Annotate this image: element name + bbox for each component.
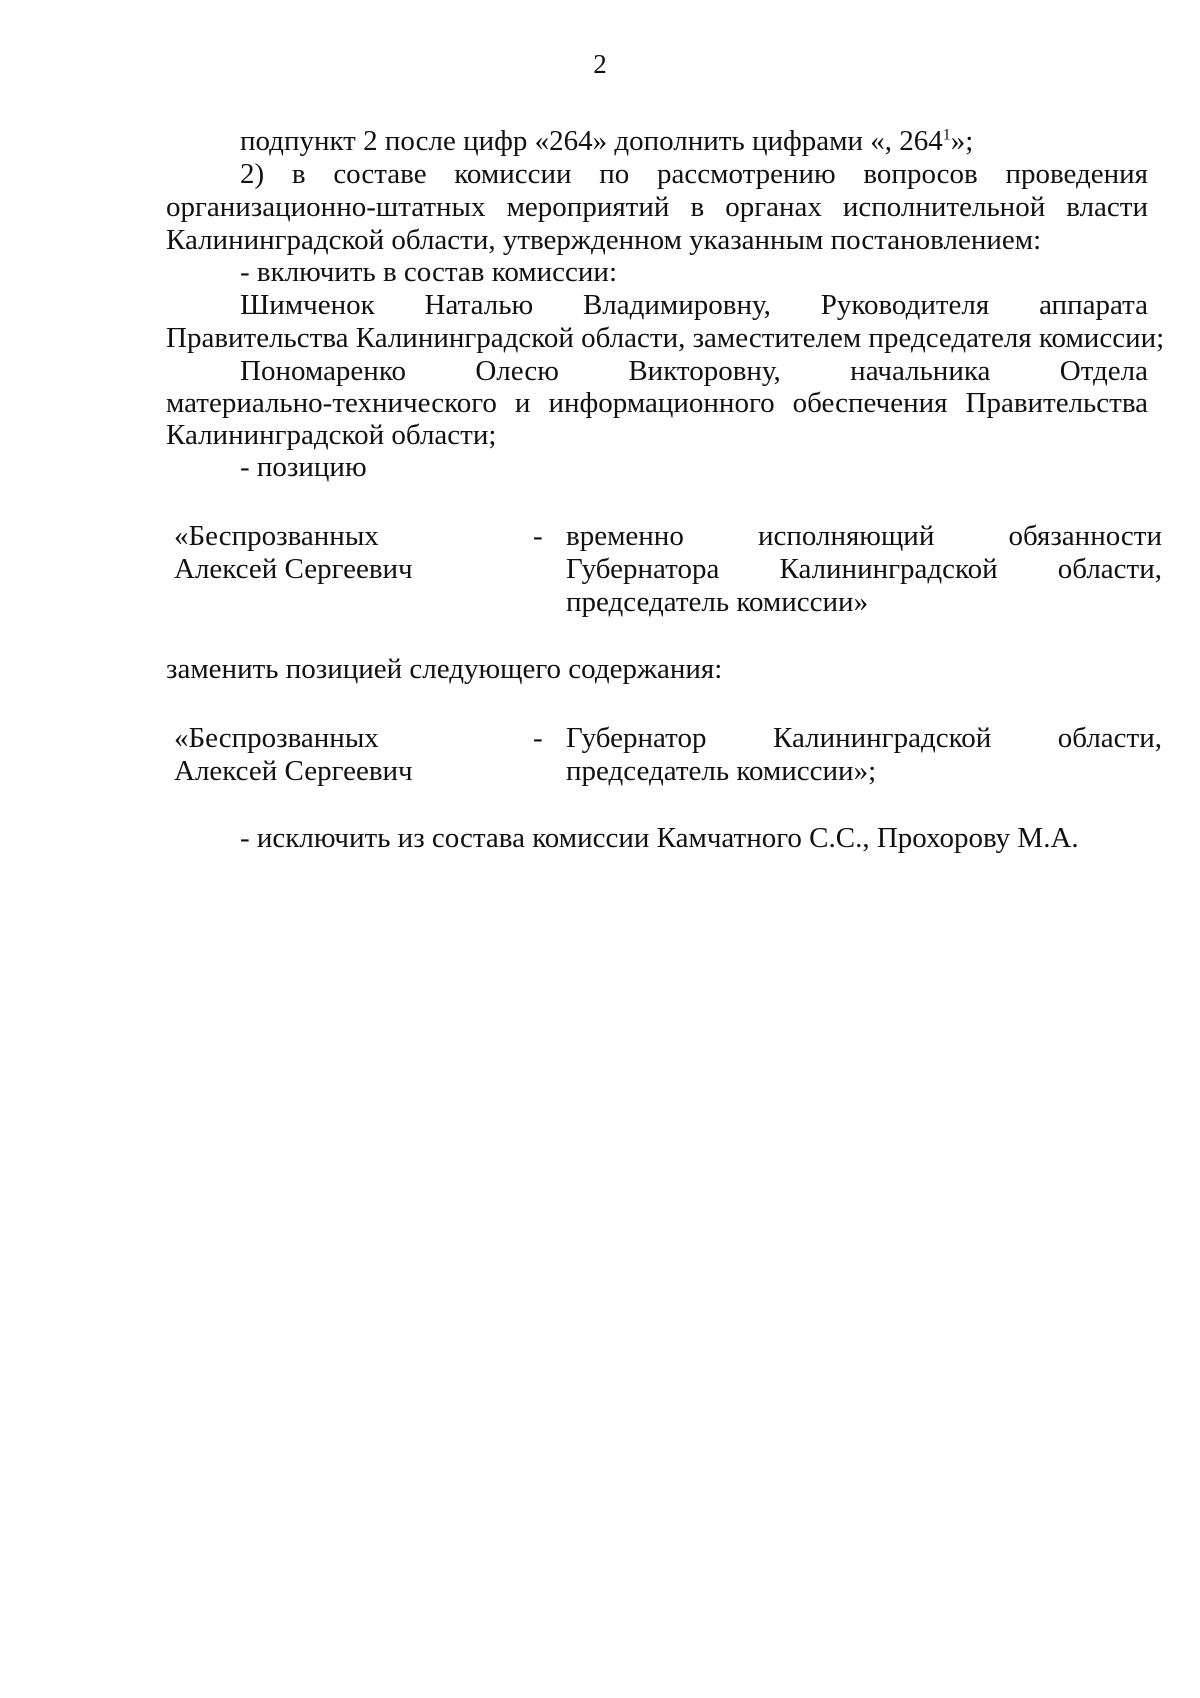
paragraph-amendment-2-line2: организационно-штатных мероприятий в органах исполнительной власти <box>166 191 1148 223</box>
old-position-role-line3: председатель комиссии» <box>566 586 869 618</box>
member-ponomarenko-line3: Калининградской области; <box>166 419 497 451</box>
paragraph-amendment-1 <box>240 125 973 157</box>
paragraph-include: - включить в состав комиссии: <box>240 256 617 288</box>
new-position-dash: - <box>533 722 543 754</box>
old-position-role-line1: временно исполняющий обязанности <box>566 520 1162 552</box>
member-shimchenok-line2: Правительства Калининградской области, заместителем председателя комиссии; <box>166 322 1165 354</box>
old-position-role-line2: Губернатора Калининградской области, <box>566 553 1162 585</box>
member-ponomarenko-line1: Пономаренко Олесю Викторовну, начальника Отдела <box>240 355 1148 387</box>
page-number: 2 <box>593 49 607 79</box>
superscript: 1 <box>942 126 951 144</box>
paragraph-replace: заменить позицией следующего содержания: <box>166 653 723 685</box>
paragraph-text-end: »; <box>950 125 974 157</box>
paragraph-amendment-2-line1: 2) в составе комиссии по рассмотрению вопросов проведения <box>240 158 1148 190</box>
paragraph-text: подпункт 2 после цифр «264» дополнить цифрами «, 264 <box>240 125 943 157</box>
member-ponomarenko-line2: материально-технического и информационного обеспечения Правительства <box>166 387 1148 419</box>
new-position-role-line2: председатель комиссии»; <box>566 755 877 787</box>
paragraph-position: - позицию <box>240 451 367 483</box>
old-position-name-line2: Алексей Сергеевич <box>174 553 413 585</box>
paragraph-amendment-2-line3: Калининградской области, утвержденном указанным постановлением: <box>166 224 1042 256</box>
paragraph-exclude: - исключить из состава комиссии Камчатного С.С., Прохорову М.А. <box>240 822 1079 854</box>
member-shimchenok-line1: Шимченок Наталью Владимировну, Руководителя аппарата <box>240 289 1148 321</box>
new-position-name-line2: Алексей Сергеевич <box>174 755 413 787</box>
new-position-role-line1: Губернатор Калининградской области, <box>566 722 1162 754</box>
old-position-dash: - <box>533 520 543 552</box>
old-position-name-line1: «Беспрозванных <box>174 520 379 552</box>
new-position-name-line1: «Беспрозванных <box>174 722 379 754</box>
